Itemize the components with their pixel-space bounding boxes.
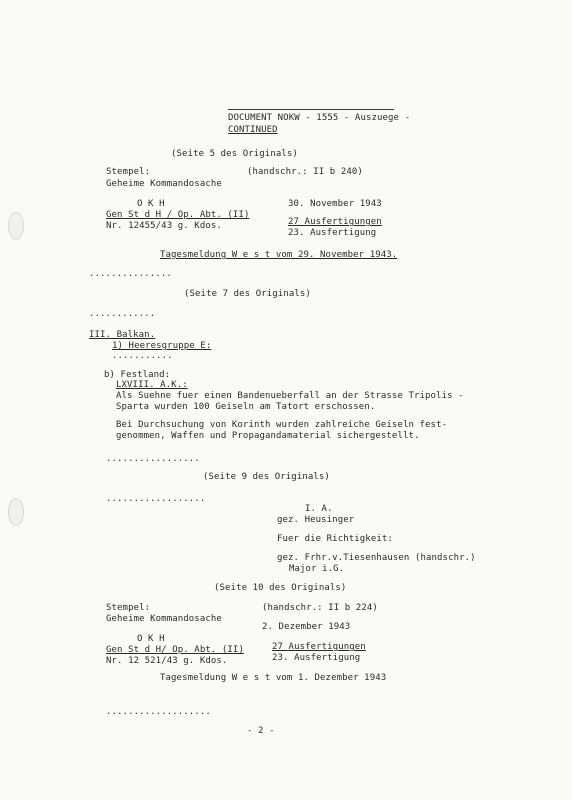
- stamp-label: Stempel:: [106, 603, 151, 613]
- copies-count: 27 Ausfertigungen: [288, 217, 382, 227]
- stamp-label: Stempel:: [106, 167, 151, 177]
- punch-hole-bottom: [8, 498, 24, 526]
- report-title: Tagesmeldung W e s t vom 29. November 1943.: [160, 250, 398, 260]
- body-text: Bei Durchsuchung von Korinth wurden zahlreiche Geiseln fest-: [116, 420, 448, 430]
- page-note-10: (Seite 10 des Originals): [214, 583, 347, 593]
- page-number: - 2 -: [247, 726, 275, 736]
- page-note-7: (Seite 7 des Originals): [184, 289, 311, 299]
- document-number: Nr. 12 521/43 g. Kdos.: [106, 656, 228, 666]
- department: Gen St d H/ Op. Abt. (II): [106, 645, 244, 655]
- handwritten-ref: (handschr.: II b 240): [247, 167, 363, 177]
- ellipsis-line: ..................: [106, 494, 206, 504]
- secrecy-label: Geheime Kommandosache: [106, 179, 222, 189]
- handwritten-ref: (handschr.: II b 224): [262, 603, 378, 613]
- ellipsis-line: ............: [89, 309, 156, 319]
- org-label: O K H: [137, 634, 165, 644]
- corps-heading: LXVIII. A.K.:: [116, 380, 188, 390]
- section-heading: III. Balkan.: [89, 330, 156, 340]
- ellipsis-line: ...............: [89, 269, 172, 279]
- copy-number: 23. Ausfertigung: [288, 228, 377, 238]
- secrecy-label: Geheime Kommandosache: [106, 614, 222, 624]
- body-text: Sparta wurden 100 Geiseln am Tatort erschossen.: [116, 402, 376, 412]
- page-note-5: (Seite 5 des Originals): [171, 149, 298, 159]
- punch-hole-top: [8, 212, 24, 240]
- department: Gen St d H / Op. Abt. (II): [106, 210, 250, 220]
- signature-heusinger: gez. Heusinger: [277, 515, 355, 525]
- report-title: Tagesmeldung W e s t vom 1. Dezember 1943: [160, 673, 387, 683]
- body-text: Als Suehne fuer einen Bandenueberfall an der Strasse Tripolis -: [116, 391, 464, 401]
- report-date: 30. November 1943: [288, 199, 382, 209]
- copies-count: 27 Ausfertigungen: [272, 642, 366, 652]
- header-rule: [228, 109, 394, 110]
- body-text: genommen, Waffen und Propagandamaterial sichergestellt.: [116, 431, 420, 441]
- document-title: DOCUMENT NOKW - 1555 - Auszuege -: [228, 113, 411, 123]
- ellipsis-line: ...........: [112, 351, 173, 361]
- signature-tiesenhausen: gez. Frhr.v.Tiesenhausen (handschr.): [277, 553, 476, 563]
- ia-label: I. A.: [305, 504, 333, 514]
- item-heading: b) Festland:: [104, 370, 171, 380]
- ellipsis-line: .................: [106, 454, 200, 464]
- page-note-9: (Seite 9 des Originals): [203, 472, 330, 482]
- subsection-heading: 1) Heeresgruppe E:: [112, 341, 212, 351]
- rank-label: Major i.G.: [289, 564, 345, 574]
- copy-number: 23. Ausfertigung: [272, 653, 361, 663]
- ellipsis-line: ...................: [106, 707, 211, 717]
- document-subtitle: CONTINUED: [228, 125, 278, 135]
- report-date: 2. Dezember 1943: [262, 622, 351, 632]
- org-label: O K H: [137, 199, 165, 209]
- certification: Fuer die Richtigkeit:: [277, 534, 393, 544]
- document-number: Nr. 12455/43 g. Kdos.: [106, 221, 222, 231]
